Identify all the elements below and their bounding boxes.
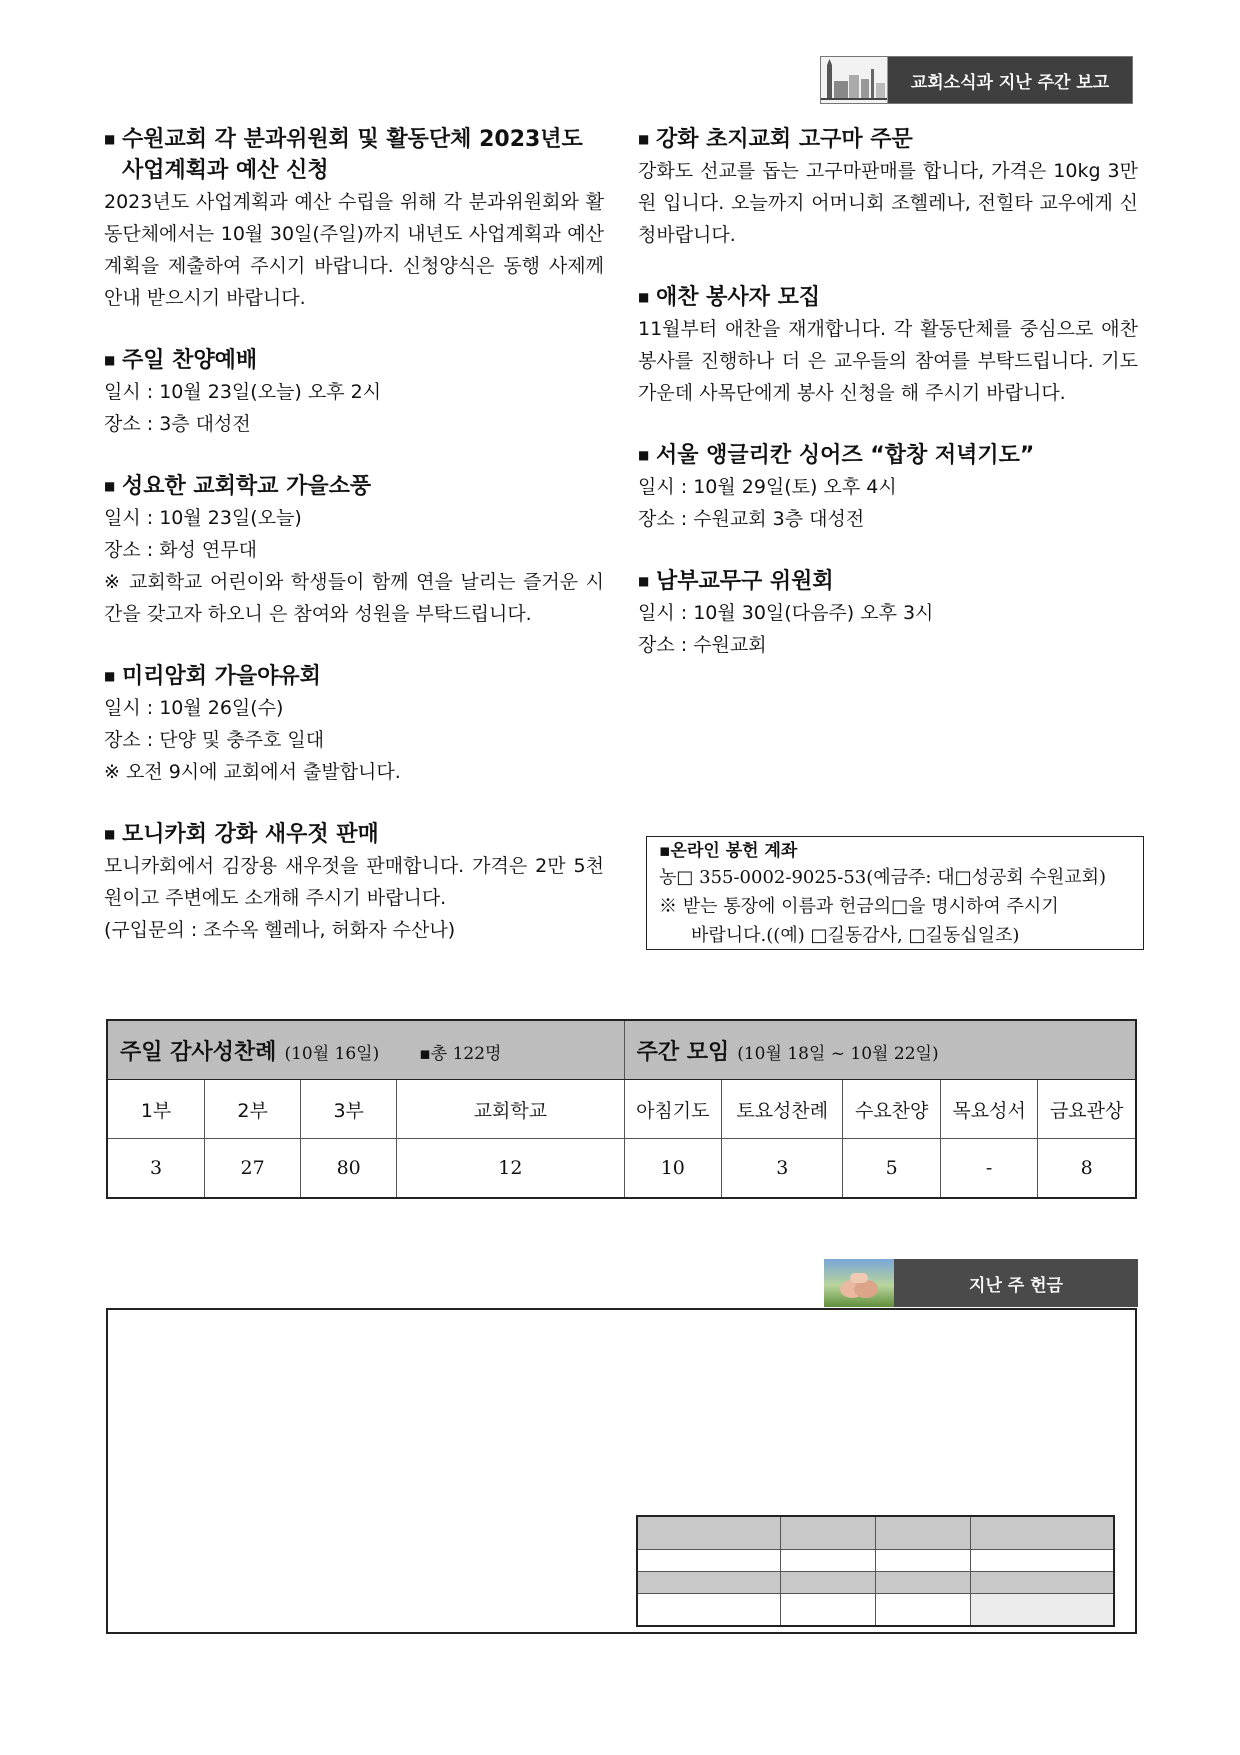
- table-cell: [875, 1571, 970, 1593]
- table-value-cell: 5: [843, 1139, 940, 1199]
- news-item: [638, 440, 1138, 535]
- news-line: (구입문의 : 조수옥 헬레나, 허화자 수산나): [104, 919, 456, 941]
- table-value-cell: 12: [397, 1139, 624, 1199]
- news-title: ■ 모니카회 강화 새우젓 판매: [104, 819, 604, 850]
- news-line: 장소 : 수원교회 3층 대성전: [638, 508, 865, 530]
- table-header-cell: 목요성서: [940, 1080, 1037, 1139]
- square-bullet-icon: ■: [638, 290, 650, 304]
- table-value-cell: 80: [301, 1139, 397, 1199]
- table-header-cell: 수요찬양: [843, 1080, 940, 1139]
- square-bullet-icon: ■: [104, 827, 116, 841]
- news-line: 장소 : 3층 대성전: [104, 413, 251, 435]
- news-line: 일시 : 10월 26일(수): [104, 697, 284, 719]
- news-body: 11월부터 애찬을 재개합니다. 각 활동단체를 중심으로 애찬 봉사를 진행하나 더 은 교우들의 참여를 부탁드립니다. 기도 가운데 사목단에게 봉사 신청을 해 주시기 바랍니다.: [638, 318, 1138, 404]
- table-cell: [875, 1516, 970, 1549]
- square-bullet-icon: ■: [104, 669, 116, 683]
- table-value-cell: -: [940, 1139, 1037, 1199]
- table-value-cell: 3: [107, 1139, 205, 1199]
- account-note-example: 바랍니다.((예) □길동감사, □길동십일조): [691, 925, 1020, 946]
- section-header: [820, 56, 1133, 104]
- square-bullet-icon: ■: [104, 132, 116, 146]
- account-note: ※ 받는 통장에 이름과 헌금의□을 명시하여 주시기: [659, 896, 1059, 917]
- right-column: [638, 124, 1138, 692]
- table-value-cell: 27: [205, 1139, 301, 1199]
- table-cell: [875, 1593, 970, 1626]
- table-cell: [637, 1549, 780, 1571]
- table-value-cell: 8: [1038, 1139, 1136, 1199]
- news-body: 모니카회에서 김장용 새우젓을 판매합니다. 가격은 2만 5천원이고 주변에도 소개해 주시기 바랍니다.: [104, 855, 604, 909]
- news-line: 장소 : 단양 및 충주호 일대: [104, 729, 325, 751]
- online-offering-account: [646, 836, 1144, 950]
- table-cell: [637, 1571, 780, 1593]
- weekly-header: 주간 모임 (10월 18일 ~ 10월 22일): [624, 1020, 1136, 1080]
- news-item: [104, 661, 604, 788]
- news-body: 2023년도 사업계획과 예산 수립을 위해 각 분과위원회와 활동단체에서는 10월 30일(주일)까지 내년도 사업계획과 예산계획을 제출하여 주시기 바랍니다. 신청양식은 동행 사제께 안내 받으시기 바랍니다.: [104, 191, 604, 309]
- news-title: ■ 주일 찬양예배: [104, 345, 604, 376]
- news-item: [104, 124, 604, 314]
- offering-header: [824, 1259, 1138, 1307]
- news-item: [638, 566, 1138, 661]
- church-building-icon: [821, 57, 888, 103]
- news-line: 일시 : 10월 30일(다음주) 오후 3시: [638, 602, 934, 624]
- table-header-cell: 3부: [301, 1080, 397, 1139]
- offering-table: [636, 1515, 1115, 1627]
- table-header-cell: 1부: [107, 1080, 205, 1139]
- news-body: 강화도 선교를 돕는 고구마판매를 합니다, 가격은 10kg 3만원 입니다. 오늘까지 어머니회 조헬레나, 전힐타 교우에게 신청바랍니다.: [638, 160, 1138, 246]
- news-item: [638, 124, 1138, 251]
- table-cell: [780, 1571, 875, 1593]
- news-line: 장소 : 화성 연무대: [104, 539, 257, 561]
- table-cell: [780, 1516, 875, 1549]
- left-column: [104, 124, 604, 977]
- news-title: ■ 수원교회 각 분과위원회 및 활동단체 2023년도 사업계획과 예산 신청: [104, 124, 604, 186]
- news-title: ■ 성요한 교회학교 가을소풍: [104, 471, 604, 502]
- news-line: ※ 오전 9시에 교회에서 출발합니다.: [104, 761, 401, 783]
- table-cell: [780, 1549, 875, 1571]
- table-header-cell: 아침기도: [624, 1080, 721, 1139]
- attendance-table: [106, 1019, 1137, 1199]
- square-bullet-icon: ■: [104, 353, 116, 367]
- hands-icon: [824, 1259, 894, 1307]
- news-title: ■ 강화 초지교회 고구마 주문: [638, 124, 1138, 155]
- table-cell: [875, 1549, 970, 1571]
- news-item: [638, 282, 1138, 409]
- news-line: 장소 : 수원교회: [638, 634, 767, 656]
- offering-box: [106, 1308, 1137, 1634]
- table-cell: [637, 1593, 780, 1626]
- table-cell: [971, 1571, 1114, 1593]
- table-value-cell: 10: [624, 1139, 721, 1199]
- table-cell: [971, 1593, 1114, 1626]
- table-header-cell: 토요성찬례: [722, 1080, 843, 1139]
- news-item: [104, 471, 604, 630]
- table-cell: [971, 1549, 1114, 1571]
- news-title: ■ 미리암회 가을야유회: [104, 661, 604, 692]
- table-header-cell: 교회학교: [397, 1080, 624, 1139]
- offering-title: 지난 주 헌금: [894, 1259, 1138, 1307]
- news-line: 일시 : 10월 29일(토) 오후 4시: [638, 476, 897, 498]
- square-bullet-icon: ■: [104, 479, 116, 493]
- table-cell: [637, 1516, 780, 1549]
- news-title: ■ 서울 앵글리칸 싱어즈 “합창 저녁기도”: [638, 440, 1138, 471]
- news-item: [104, 345, 604, 440]
- news-item: [104, 819, 604, 946]
- table-header-cell: 금요관상: [1038, 1080, 1136, 1139]
- sunday-header: 주일 감사성찬례 (10월 16일) ▪총 122명: [107, 1020, 624, 1080]
- news-body: ※ 교회학교 어린이와 학생들이 함께 연을 날리는 즐거운 시간을 갖고자 하오니 은 참여와 성원을 부탁드립니다.: [104, 571, 604, 625]
- table-header-cell: 2부: [205, 1080, 301, 1139]
- table-cell: [780, 1593, 875, 1626]
- news-title: ■ 애찬 봉사자 모집: [638, 282, 1138, 313]
- account-number: 농□ 355-0002-9025-53(예금주: 대□성공회 수원교회): [659, 867, 1107, 888]
- square-bullet-icon: ■: [638, 574, 650, 588]
- news-title: ■ 남부교무구 위원회: [638, 566, 1138, 597]
- header-title: 교회소식과 지난 주간 보고: [888, 57, 1132, 103]
- news-line: 일시 : 10월 23일(오늘) 오후 2시: [104, 381, 382, 403]
- table-value-cell: 3: [722, 1139, 843, 1199]
- account-title: ▪온라인 봉헌 계좌: [659, 841, 798, 861]
- square-bullet-icon: ■: [638, 448, 650, 462]
- table-cell: [971, 1516, 1114, 1549]
- news-line: 일시 : 10월 23일(오늘): [104, 507, 302, 529]
- total-count: ▪총 122명: [419, 1043, 502, 1064]
- square-bullet-icon: ■: [638, 132, 650, 146]
